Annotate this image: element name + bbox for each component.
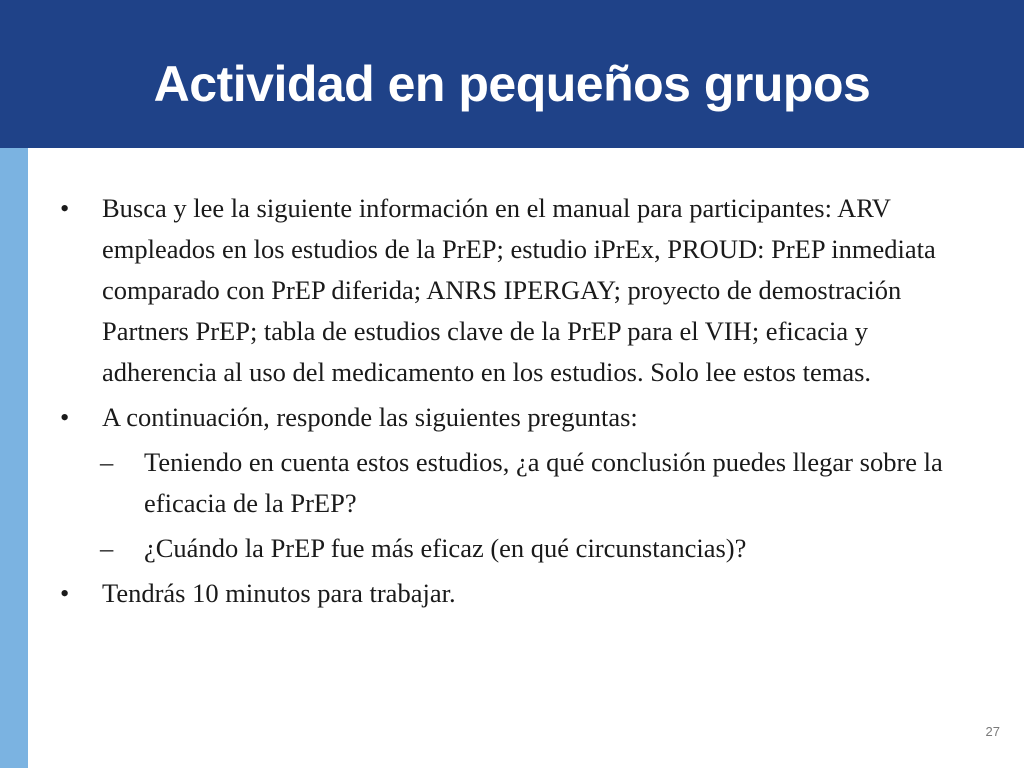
sub-bullet-text: ¿Cuándo la PrEP fue más eficaz (en qué circunstancias)? [144, 533, 747, 563]
bullet-item [60, 397, 980, 438]
bullet-text: Tendrás 10 minutos para trabajar. [102, 578, 456, 608]
slide-title: Actividad en pequeños grupos [153, 56, 871, 112]
bullet-text: Busca y lee la siguiente información en el manual para participantes: ARV empleados en los estudios de la PrEP; estudio iPrEx, PROUD: PrEP inmediata comparado con PrEP diferida; ANRS IPERGAY; proyecto de demostración Partners PrEP; tabla de estudios clave de la PrEP para el VIH; eficacia y adherencia al uso del medicamento en los estudios. Solo lee estos temas. [102, 193, 936, 387]
side-stripe [0, 148, 28, 768]
bullet-item [60, 188, 980, 393]
bullet-glyph: • [60, 402, 70, 432]
page-number: 27 [985, 724, 1000, 739]
slide-content [60, 188, 980, 618]
sub-bullet-text: Teniendo en cuenta estos estudios, ¿a qué conclusión puedes llegar sobre la eficacia de la PrEP? [144, 447, 943, 518]
sub-bullet-item [60, 442, 980, 524]
bullet-text: A continuación, responde las siguientes preguntas: [102, 402, 638, 432]
dash-glyph: – [100, 533, 114, 563]
bullet-glyph: • [60, 193, 70, 223]
bullet-glyph: • [60, 578, 70, 608]
dash-glyph: – [100, 447, 114, 477]
sub-bullet-item [60, 528, 980, 569]
bullet-item [60, 573, 980, 614]
